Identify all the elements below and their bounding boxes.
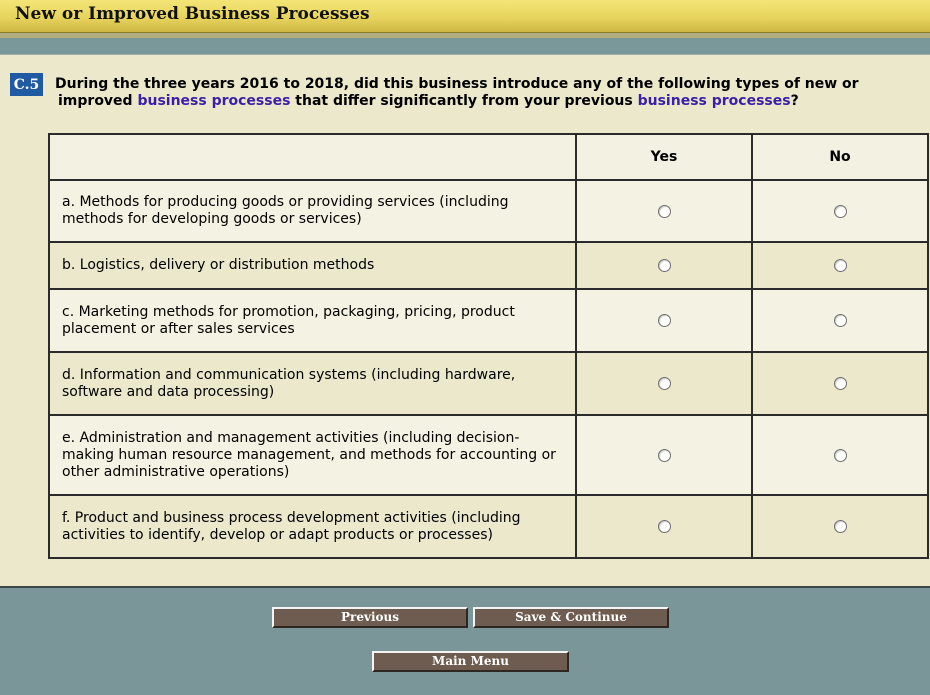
keyword-business-processes: business processes <box>637 93 791 109</box>
row-label-b: b. Logistics, delivery or distribution methods <box>49 242 576 289</box>
table-row <box>49 415 928 495</box>
radio-a-no[interactable] <box>834 205 847 218</box>
radio-e-no[interactable] <box>834 449 847 462</box>
row-label-f: f. Product and business process development activities (including activities to identify, develop or adapt products or processes) <box>49 495 576 558</box>
page-title: New or Improved Business Processes <box>15 4 370 24</box>
question-number-badge: C.5 <box>10 73 43 96</box>
row-label-c: c. Marketing methods for promotion, packaging, pricing, product placement or after sales services <box>49 289 576 352</box>
radio-b-yes[interactable] <box>658 259 671 272</box>
question-line-2: improved business processes that differ significantly from your previous business processes? <box>58 93 799 109</box>
previous-button[interactable]: Previous <box>272 607 468 628</box>
radio-d-no[interactable] <box>834 377 847 390</box>
grid-header-blank <box>49 134 576 180</box>
row-label-d: d. Information and communication systems (including hardware, software and data processing) <box>49 352 576 415</box>
row-label-e: e. Administration and management activities (including decision-making human resource management, and methods for accounting or other administrative operations) <box>49 415 576 495</box>
footer-bar <box>0 586 930 695</box>
page-header <box>0 0 930 33</box>
radio-a-yes[interactable] <box>658 205 671 218</box>
table-row <box>49 242 928 289</box>
response-grid <box>48 133 929 559</box>
table-row <box>49 289 928 352</box>
main-menu-button[interactable]: Main Menu <box>372 651 569 672</box>
radio-f-yes[interactable] <box>658 520 671 533</box>
table-row <box>49 180 928 242</box>
radio-b-no[interactable] <box>834 259 847 272</box>
radio-e-yes[interactable] <box>658 449 671 462</box>
header-band <box>0 38 930 55</box>
question-line-1: During the three years 2016 to 2018, did this business introduce any of the following types of new or <box>55 76 859 92</box>
column-header-no: No <box>752 134 928 180</box>
radio-f-no[interactable] <box>834 520 847 533</box>
save-continue-button[interactable]: Save & Continue <box>473 607 669 628</box>
radio-c-no[interactable] <box>834 314 847 327</box>
keyword-business-processes: business processes <box>137 93 291 109</box>
table-row <box>49 495 928 558</box>
radio-d-yes[interactable] <box>658 377 671 390</box>
radio-c-yes[interactable] <box>658 314 671 327</box>
column-header-yes: Yes <box>576 134 752 180</box>
question-text <box>55 76 915 110</box>
table-row <box>49 352 928 415</box>
row-label-a: a. Methods for producing goods or providing services (including methods for developing goods or services) <box>49 180 576 242</box>
